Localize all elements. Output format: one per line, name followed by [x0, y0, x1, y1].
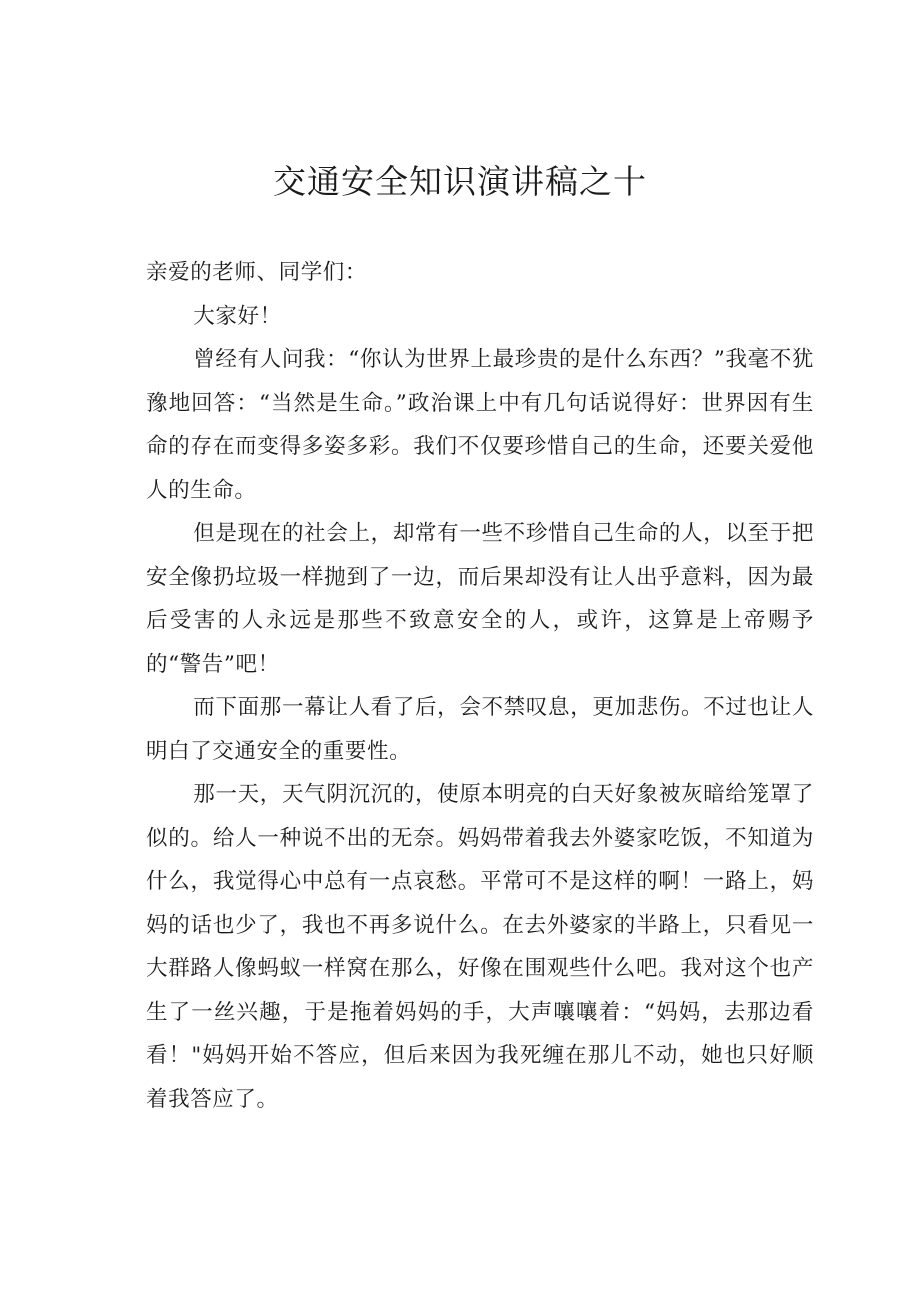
paragraph-1: 曾经有人问我：“你认为世界上最珍贵的是什么东西？”我毫不犹豫地回答：“当然是生命。”政治课上中有几句话说得好：世界因有生命的存在而变得多姿多彩。我们不仅要珍惜自己的生命，还要关爱他人的生命。: [146, 347, 814, 503]
document-body: [146, 251, 814, 1121]
paragraph-3: 而下面那一幕让人看了后，会不禁叹息，更加悲伤。不过也让人明白了交通安全的重要性。: [146, 695, 814, 764]
paragraph-4: 那一天，天气阴沉沉的，使原本明亮的白天好象被灰暗给笼罩了似的。给人一种说不出的无奈。妈妈带着我去外婆家吃饭，不知道为什么，我觉得心中总有一点哀愁。平常可不是这样的啊！一路上，妈妈的话也少了，我也不再多说什么。在去外婆家的半路上，只看见一大群路人像蚂蚁一样窝在那么，好像在围观些什么吧。我对这个也产生了一丝兴趣，于是拖着妈妈的手，大声嚷嚷着：“妈妈，去那边看看！"妈妈开始不答应，但后来因为我死缠在那儿不动，她也只好顺着我答应了。: [146, 782, 814, 1112]
salutation: 亲爱的老师、同学们：: [146, 260, 368, 285]
paragraph-2: 但是现在的社会上，却常有一些不珍惜自己生命的人，以至于把安全像扔垃圾一样抛到了一边，而后果却没有让人出乎意料，因为最后受害的人永远是那些不致意安全的人，或许，这算是上帝赐予的“警告”吧！: [146, 521, 814, 677]
document-title: 交通安全知识演讲稿之十: [273, 162, 647, 201]
paragraph-greeting: 大家好！: [193, 303, 282, 329]
